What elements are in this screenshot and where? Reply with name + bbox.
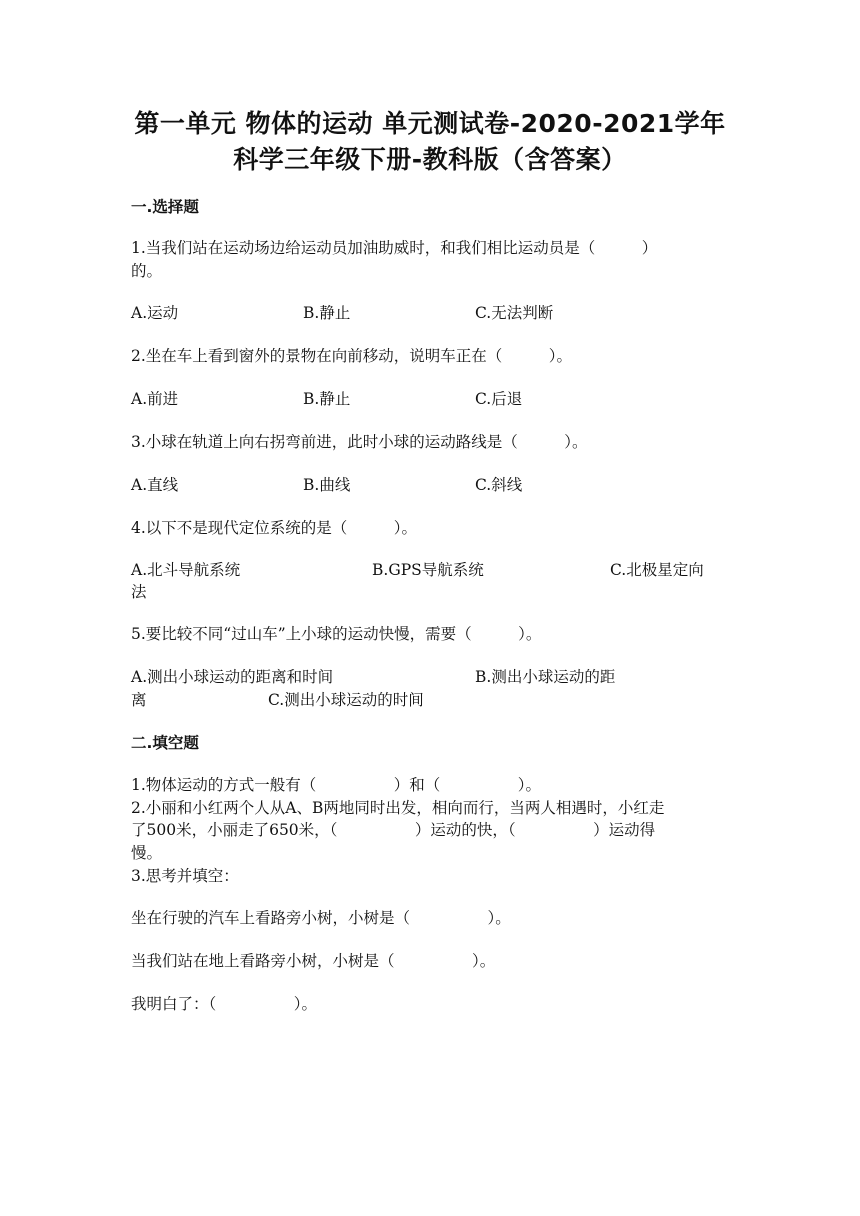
- question-2-option-a: A.前进: [131, 390, 179, 408]
- question-5-option-b: B.测出小球运动的距: [475, 668, 616, 686]
- question-1-option-c: C.无法判断: [475, 304, 554, 322]
- fill-question-2-line2: 了500米，小丽走了650米，（ ）运动的快，（ ）运动得: [131, 821, 656, 839]
- fill-question-2-line3: 慢。: [131, 844, 163, 862]
- section-heading-choice: 一.选择题: [131, 198, 199, 216]
- question-1-option-b: B.静止: [303, 304, 351, 322]
- question-2-option-c: C.后退: [475, 390, 523, 408]
- question-4-text: 4.以下不是现代定位系统的是（ ）。: [131, 519, 418, 537]
- question-3-option-b: B.曲线: [303, 476, 351, 494]
- question-1-text-wrap: 的。: [131, 262, 163, 280]
- question-1-option-a: A.运动: [131, 304, 179, 322]
- question-5-option-b-wrap: 离: [131, 691, 147, 709]
- section-heading-fill-blank: 二.填空题: [131, 734, 199, 752]
- fill-question-3-b: 当我们站在地上看路旁小树，小树是（ ）。: [131, 952, 496, 970]
- fill-question-3-a: 坐在行驶的汽车上看路旁小树，小树是（ ）。: [131, 909, 511, 927]
- fill-question-2-line1: 2.小丽和小红两个人从A、B两地同时出发，相向而行，当两人相遇时，小红走: [131, 799, 665, 817]
- question-1-text: 1.当我们站在运动场边给运动员加油助威时，和我们相比运动员是（ ）: [131, 239, 658, 257]
- question-5-option-c: C.测出小球运动的时间: [268, 691, 424, 709]
- document-title-line1: 第一单元 物体的运动 单元测试卷-2020-2021学年: [134, 109, 726, 138]
- question-5-text: 5.要比较不同“过山车”上小球的运动快慢，需要（ ）。: [131, 625, 542, 643]
- question-4-option-c-wrap: 法: [131, 583, 147, 601]
- question-2-text: 2.坐在车上看到窗外的景物在向前移动，说明车正在（ ）。: [131, 347, 573, 365]
- question-2-option-b: B.静止: [303, 390, 351, 408]
- question-3-option-a: A.直线: [131, 476, 179, 494]
- question-3-text: 3.小球在轨道上向右拐弯前进，此时小球的运动路线是（ ）。: [131, 433, 588, 451]
- question-4-option-b: B.GPS导航系统: [372, 561, 484, 579]
- document-title-line2: 科学三年级下册-教科版（含答案）: [233, 145, 627, 174]
- question-5-option-a: A.测出小球运动的距离和时间: [131, 668, 334, 686]
- fill-question-1: 1.物体运动的方式一般有（ ）和（ ）。: [131, 776, 542, 794]
- question-3-option-c: C.斜线: [475, 476, 523, 494]
- question-4-option-a: A.北斗导航系统: [131, 561, 241, 579]
- fill-question-3: 3.思考并填空：: [131, 867, 239, 885]
- question-4-option-c: C.北极星定向: [610, 561, 704, 579]
- fill-question-3-c: 我明白了：（ ）。: [131, 995, 318, 1013]
